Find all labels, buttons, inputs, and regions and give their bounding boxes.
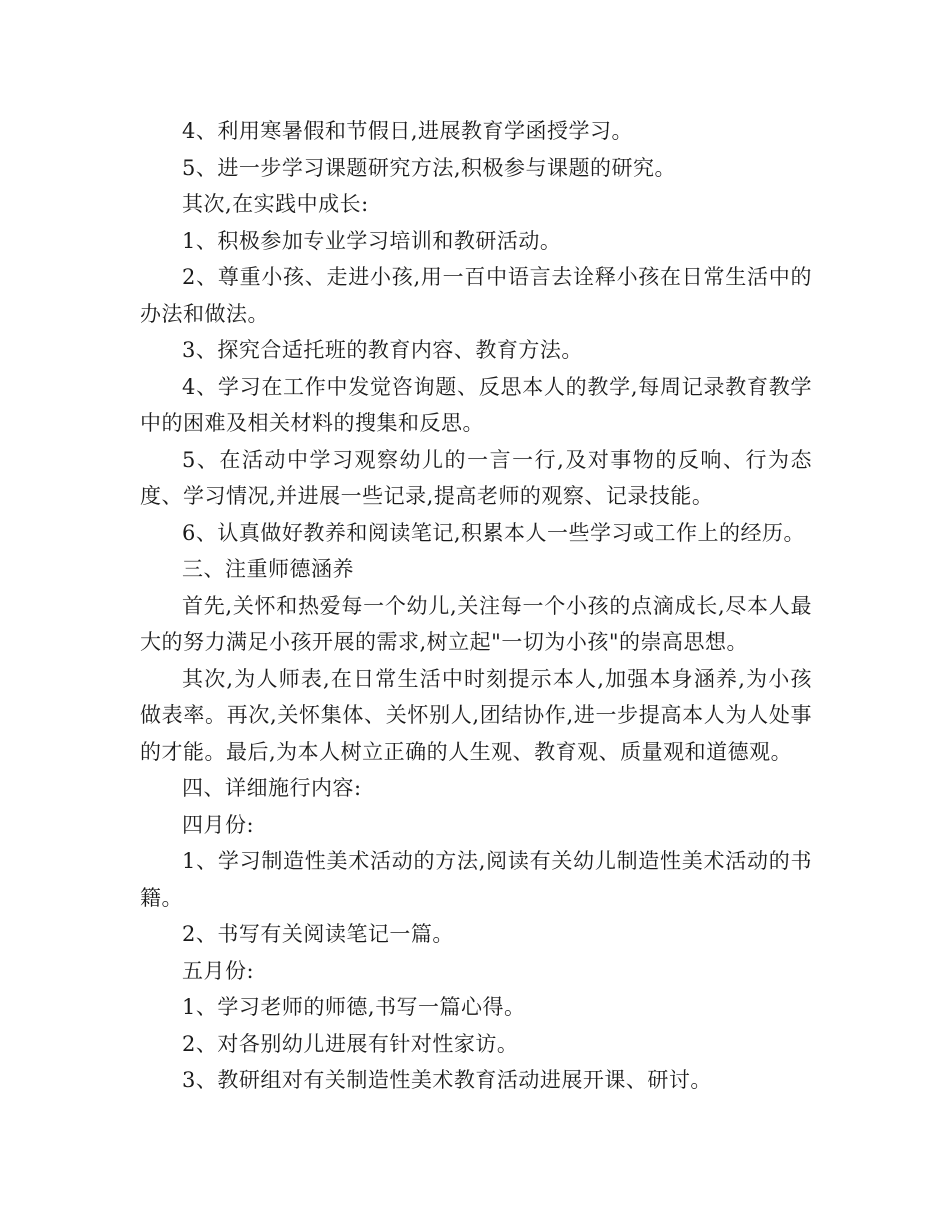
paragraph: 3、教研组对有关制造性美术教育活动进展开课、研讨。 [182, 1068, 712, 1092]
paragraph: 其次,为人师表,在日常生活中时刻提示本人,加强本身涵养,为小孩做表率。再次,关怀集体、关怀别人,团结协作,进一步提高本人为人处事的才能。最后,为本人树立正确的人生观、教育观、质量观和道德观。 [140, 666, 812, 764]
paragraph: 3、探究合适托班的教育内容、教育方法。 [182, 338, 583, 362]
paragraph: 其次,在实践中成长: [182, 192, 369, 216]
paragraph: 首先,关怀和热爱每一个幼儿,关注每一个小孩的点滴成长,尽本人最大的努力满足小孩开展的需求,树立起"一切为小孩"的崇高思想。 [140, 593, 812, 654]
paragraph: 1、学习制造性美术活动的方法,阅读有关幼儿制造性美术活动的书籍。 [140, 849, 812, 910]
paragraph: 5、进一步学习课题研究方法,积极参与课题的研究。 [182, 155, 677, 180]
paragraph: 1、积极参加专业学习培训和教研活动。 [182, 228, 562, 253]
paragraph: 4、学习在工作中发觉咨询题、反思本人的教学,每周记录教育教学中的困难及相关材料的搜集和反思。 [140, 374, 812, 435]
paragraph: 2、对各别幼儿进展有针对性家访。 [182, 1031, 519, 1056]
paragraph: 2、尊重小孩、走进小孩,用一百中语言去诠释小孩在日常生活中的办法和做法。 [140, 265, 812, 326]
subheading: 五月份: [182, 958, 255, 983]
paragraph: 4、利用寒暑假和节假日,进展教育学函授学习。 [182, 119, 634, 143]
paragraph: 1、学习老师的师德,书写一篇心得。 [182, 995, 526, 1019]
paragraph: 6、认真做好教养和阅读笔记,积累本人一些学习或工作上的经历。 [182, 520, 806, 545]
section-heading: 三、注重师德涵养 [182, 557, 354, 581]
subheading: 四月份: [182, 812, 255, 837]
section-heading: 四、详细施行内容: [182, 776, 362, 800]
paragraph: 2、书写有关阅读笔记一篇。 [182, 922, 454, 946]
document-body [140, 113, 812, 1099]
paragraph: 5、在活动中学习观察幼儿的一言一行,及对事物的反响、行为态度、学习情况,并进展一些记录,提高老师的观察、记录技能。 [140, 447, 812, 508]
